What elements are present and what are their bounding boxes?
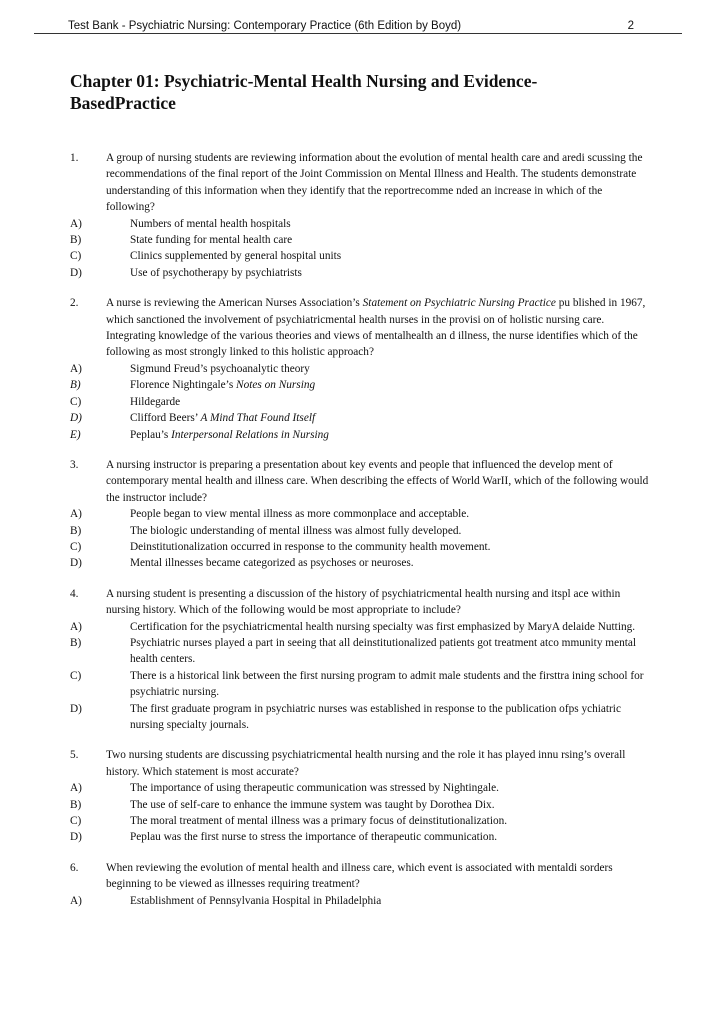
- option: [70, 377, 650, 393]
- option-label: A): [70, 620, 82, 633]
- question-3: [70, 457, 650, 572]
- option: [70, 780, 650, 796]
- option-label: B): [70, 379, 81, 392]
- question-stem: Two nursing students are discussing psychiatricmental health nursing and the role it has played innu rsing’s overall history. Which statement is most accurate?: [106, 749, 626, 778]
- option: [70, 248, 650, 264]
- option-text: Use of psychotherapy by psychiatrists: [130, 266, 302, 279]
- option: [70, 701, 650, 734]
- option: [70, 410, 650, 426]
- option-label: C): [70, 250, 82, 263]
- option-label: C): [70, 395, 82, 408]
- option: [70, 797, 650, 813]
- option-label: C): [70, 669, 82, 682]
- option-label: B): [70, 798, 82, 811]
- option: [70, 555, 650, 571]
- question-5: [70, 747, 650, 845]
- question-number: 6.: [70, 861, 79, 874]
- option-text: Sigmund Freud’s psychoanalytic theory: [130, 362, 310, 375]
- option: [70, 232, 650, 248]
- question-number: 4.: [70, 587, 79, 600]
- option-label: B): [70, 636, 82, 649]
- option-text: Deinstitutionalization occurred in response to the community health movement.: [130, 540, 491, 553]
- option-label: B): [70, 524, 82, 537]
- option-label: A): [70, 782, 82, 795]
- question-stem: When reviewing the evolution of mental health and illness care, which event is associated with mentaldi sorders beginning to be viewed as illnesses requiring treatment?: [106, 861, 613, 891]
- option-label: C): [70, 540, 82, 553]
- option-label: D): [70, 557, 82, 570]
- option-label: D): [70, 702, 82, 715]
- option: [70, 506, 650, 522]
- question-number: 1.: [70, 152, 79, 164]
- option-text: People began to view mental illness as more commonplace and acceptable.: [130, 508, 470, 521]
- option-text: Clinics supplemented by general hospital units: [130, 250, 342, 263]
- question-stem: A nursing instructor is preparing a presentation about key events and people that influenced the develop ment of contemporary mental health and illness care. When describing the effects of World WarII, which of the following would the instructor include?: [106, 458, 649, 504]
- option-text: Establishment of Pennsylvania Hospital in Philadelphia: [130, 894, 382, 907]
- page-number: 2: [627, 20, 634, 32]
- option-text: There is a historical link between the first nursing program to admit male students and the firsttra ining school for psychiatric nursing.: [130, 669, 644, 699]
- option-label: A): [70, 362, 82, 375]
- question-stem: A nursing student is presenting a discussion of the history of psychiatricmental health nursing and itspl ace within nursing history. Which of the following would be most appropriate to include?: [106, 587, 621, 617]
- option-text: The moral treatment of mental illness was a primary focus of deinstitutionalization.: [130, 815, 508, 828]
- option: [70, 635, 650, 668]
- option-text: Peplau was the first nurse to stress the importance of therapeutic communication.: [130, 831, 498, 844]
- option-label: C): [70, 815, 82, 828]
- option-label: A): [70, 508, 82, 521]
- publication-title: Statement on Psychiatric Nursing Practice: [362, 297, 556, 310]
- question-stem: A nurse is reviewing the American Nurses Association’s Statement on Psychiatric Nursing Practice pu blished in 1967, which sanctioned the involvement of psychiatricmental health nurses in the provisi on of holistic nursing care. Integrating knowledge of the various theories and views of mentalhealth an d illness, the nurse identifies which of the following as most strongly linked to this holistic approach?: [106, 297, 646, 359]
- option: [70, 619, 650, 635]
- page-header: [68, 20, 638, 32]
- option-text: The first graduate program in psychiatric nurses was established in response to the publication ofps ychiatric nursing specialty journals.: [130, 702, 621, 731]
- option-text: Numbers of mental health hospitals: [130, 217, 291, 230]
- option: [70, 829, 650, 845]
- option-text: Peplau’s Interpersonal Relations in Nursing: [130, 428, 329, 441]
- option-label: D): [70, 412, 82, 425]
- option-text: The biologic understanding of mental illness was almost fully developed.: [130, 524, 462, 537]
- question-1: [70, 150, 650, 281]
- question-stem: A group of nursing students are reviewing information about the evolution of mental health care and aredi scussing the recommendations of the final report of the Joint Commission on Mental Illness and Health. The students demonstrate understanding of this information when they identify that the reportrecomme nded an increase in which of the following?: [106, 152, 643, 214]
- question-number: 3.: [70, 458, 79, 471]
- option-label: A): [70, 217, 82, 230]
- option: [70, 394, 650, 410]
- question-number: 2.: [70, 297, 79, 310]
- header-rule: [34, 33, 682, 34]
- option-label: B): [70, 234, 82, 247]
- option-text: Psychiatric nurses played a part in seeing that all deinstitutionalized patients got treatment atco mmunity mental health centers.: [130, 636, 637, 666]
- option: [70, 216, 650, 232]
- option-text: Clifford Beers’ A Mind That Found Itself: [130, 412, 316, 425]
- option: [70, 813, 650, 829]
- chapter-title: Chapter 01: Psychiatric-Mental Health Nursing and Evidence-BasedPractice: [70, 71, 538, 113]
- option-label: A): [70, 894, 82, 907]
- option-text: The importance of using therapeutic communication was stressed by Nightingale.: [130, 782, 499, 795]
- option: [70, 668, 650, 701]
- question-number: 5.: [70, 749, 79, 762]
- header-title: Test Bank - Psychiatric Nursing: Contemporary Practice (6th Edition by Boyd): [68, 20, 462, 32]
- option-label: D): [70, 266, 82, 279]
- option-text: Mental illnesses became categorized as psychoses or neuroses.: [130, 557, 414, 570]
- question-2: [70, 295, 650, 443]
- question-list: [70, 150, 650, 923]
- option: [70, 427, 650, 443]
- question-4: [70, 586, 650, 734]
- option: [70, 523, 650, 539]
- option-text: Certification for the psychiatricmental health nursing specialty was first emphasized by MaryA delaide Nutting.: [130, 620, 636, 633]
- option: [70, 893, 650, 909]
- question-6: [70, 860, 650, 909]
- option-text: The use of self-care to enhance the immune system was taught by Dorothea Dix.: [130, 798, 495, 811]
- option: [70, 361, 650, 377]
- option-label: D): [70, 831, 82, 844]
- option-text: Hildegarde: [130, 395, 181, 408]
- option: [70, 265, 650, 281]
- option-label: E): [70, 428, 81, 441]
- option-text: Florence Nightingale’s Notes on Nursing: [130, 379, 316, 392]
- option: [70, 539, 650, 555]
- option-text: State funding for mental health care: [130, 234, 293, 247]
